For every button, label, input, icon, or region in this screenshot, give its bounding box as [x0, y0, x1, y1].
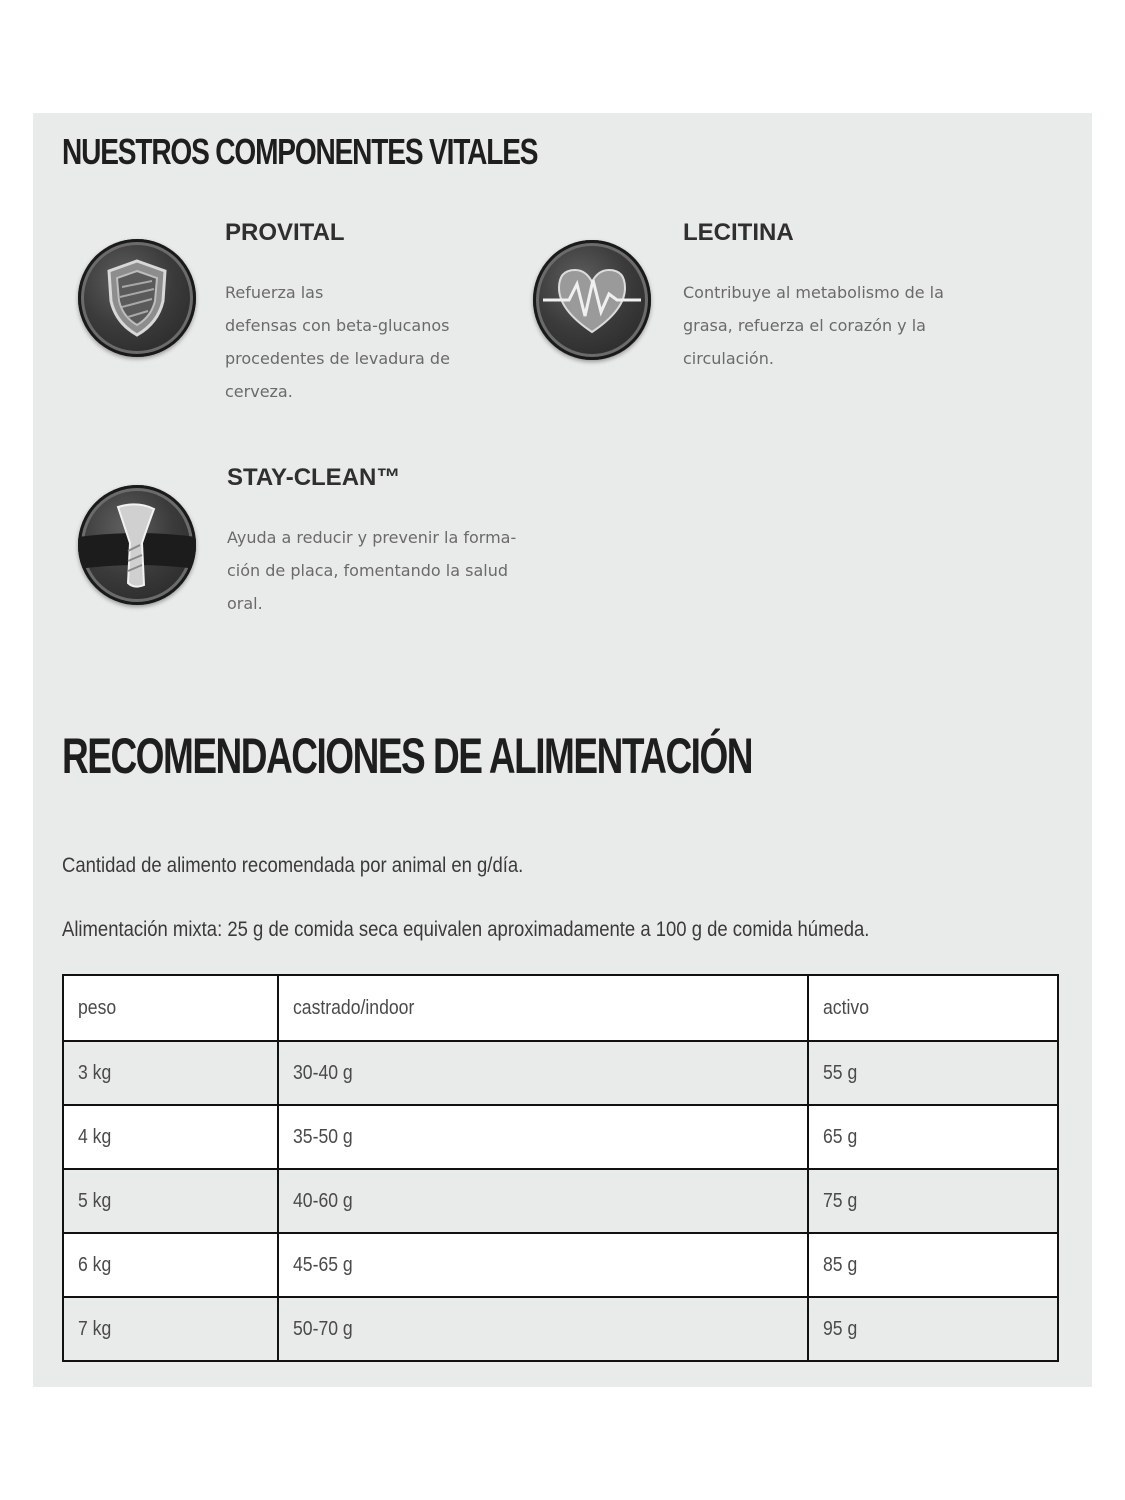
table-cell: 50-70 g [278, 1297, 809, 1361]
table-cell: 3 kg [63, 1041, 278, 1105]
provital-description: Refuerza las defensas con beta-glucanos procedentes de levadura de cerveza. [225, 283, 450, 401]
components-heading: NUESTROS COMPONENTES VITALES [62, 131, 538, 172]
stay-clean-description: Ayuda a reducir y prevenir la forma- ción de placa, fomentando la salud oral. [227, 528, 517, 613]
table-row [63, 1169, 1058, 1233]
table-cell: 40-60 g [278, 1169, 809, 1233]
heart-icon [533, 240, 651, 360]
header-cell-active: activo [808, 975, 1058, 1041]
table-cell: 65 g [808, 1105, 1058, 1169]
header-cell-weight: peso [63, 975, 278, 1041]
feeding-table [62, 974, 1059, 1362]
table-header-row [63, 975, 1058, 1041]
table-row [63, 1297, 1058, 1361]
feeding-note-mixed: Alimentación mixta: 25 g de comida seca equivalen aproximadamente a 100 g de comida húmeda. [62, 918, 870, 941]
table-cell: 55 g [808, 1041, 1058, 1105]
table-cell: 35-50 g [278, 1105, 809, 1169]
header-cell-neutered: castrado/indoor [278, 975, 809, 1041]
table-cell: 95 g [808, 1297, 1058, 1361]
table-row [63, 1233, 1058, 1297]
table-row [63, 1105, 1058, 1169]
shield-icon [78, 239, 196, 357]
table-cell: 6 kg [63, 1233, 278, 1297]
table-cell: 4 kg [63, 1105, 278, 1169]
table-cell: 7 kg [63, 1297, 278, 1361]
table-cell: 30-40 g [278, 1041, 809, 1105]
lecitina-description: Contribuye al metabolismo de la grasa, refuerza el corazón y la circulación. [683, 283, 944, 368]
feeding-heading: RECOMENDACIONES DE ALIMENTACIÓN [62, 728, 753, 784]
table-cell: 75 g [808, 1169, 1058, 1233]
table-row [63, 1041, 1058, 1105]
tooth-icon [78, 485, 196, 605]
provital-title: PROVITAL [225, 219, 345, 246]
table-cell: 85 g [808, 1233, 1058, 1297]
table-cell: 5 kg [63, 1169, 278, 1233]
stay-clean-title: STAY-CLEAN™ [227, 464, 401, 491]
feeding-note-amount: Cantidad de alimento recomendada por animal en g/día. [62, 854, 524, 877]
lecitina-title: LECITINA [683, 219, 794, 246]
table-cell: 45-65 g [278, 1233, 809, 1297]
